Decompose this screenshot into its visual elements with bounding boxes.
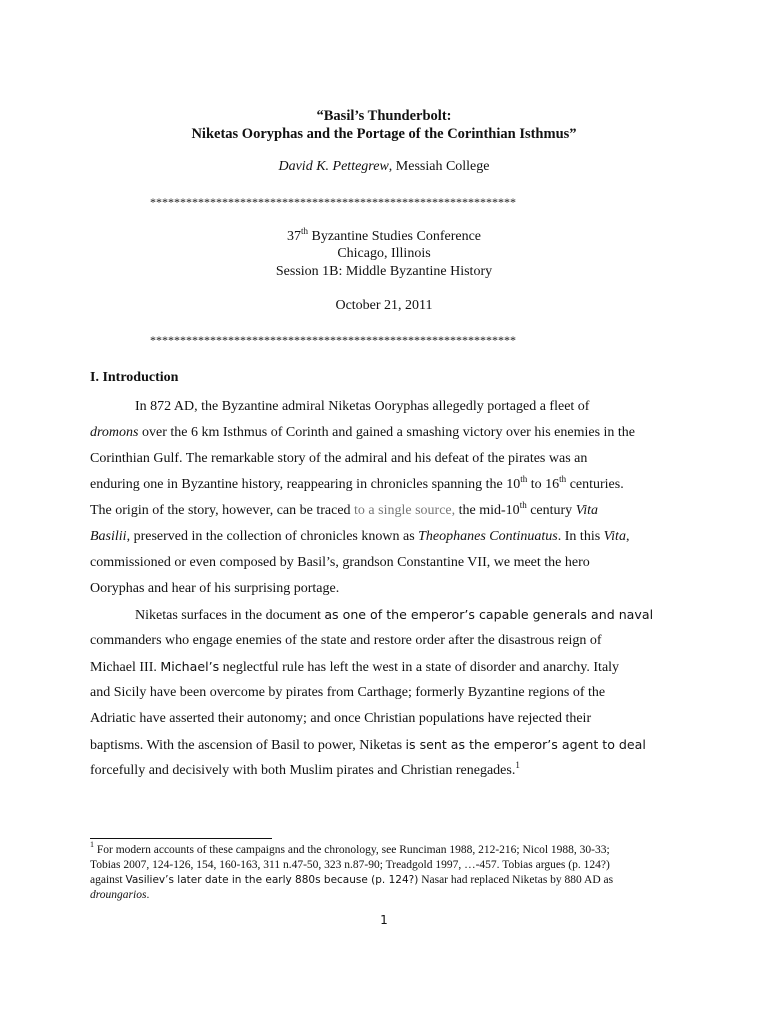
title-line-2: Niketas Ooryphas and the Portage of the Corinthian Isthmus” <box>191 126 577 142</box>
term-vita: Vita <box>603 529 626 544</box>
footnote-marker: 1 <box>90 840 94 849</box>
paragraph-2-line-3 <box>90 659 619 676</box>
author-line <box>0 159 768 175</box>
text-span: baptisms. With the ascension of Basil to power, Niketas <box>90 738 406 753</box>
paragraph-2-line-1 <box>135 607 653 624</box>
footnote-line-3 <box>90 874 613 886</box>
paragraph-1-line-3: Corinthian Gulf. The remarkable story of the admiral and his defeat of the pirates was an <box>90 451 588 466</box>
paragraph-1-line-5 <box>90 500 598 519</box>
footnote-line-2: Tobias 2007, 124-126, 154, 160-163, 311 n.47-50, 323 n.87-90; Treadgold 1997, …-457. Tobias argues (p. 124?) <box>90 859 610 871</box>
text-span: . In this <box>557 529 604 544</box>
text-span: century <box>526 503 576 518</box>
sans-text: Vasiliev’s later date in the early 880s because (p. 124?) <box>125 874 419 886</box>
page-number: 1 <box>380 913 388 927</box>
conference-number: 37 <box>286 229 301 244</box>
author-affiliation: , Messiah College <box>388 159 490 174</box>
sans-text: Michael’s <box>160 659 220 674</box>
text-span: , preserved in the collection of chronicles known as <box>126 529 419 544</box>
paragraph-2-line-6 <box>90 737 646 754</box>
conference-name: Byzantine Studies Conference <box>308 229 482 244</box>
conference-date: October 21, 2011 <box>335 298 433 313</box>
term-vita: Vita <box>575 503 598 518</box>
footnote-rule <box>90 838 272 839</box>
sans-text: as one of the emperor’s capable generals and naval <box>324 607 654 622</box>
conference-line <box>0 226 768 245</box>
section-heading: I. Introduction <box>90 370 179 385</box>
sans-text: is sent as the emperor’s agent to deal <box>405 737 646 752</box>
text-span: Michael III. <box>90 660 161 675</box>
conference-number-suffix: th <box>300 226 308 236</box>
author-name: David K. Pettegrew <box>278 159 389 174</box>
separator-bottom: ************************************************************* <box>150 333 516 347</box>
superscript: th <box>520 474 528 484</box>
text-span: enduring one in Byzantine history, reappearing in chronicles spanning the 10 <box>90 477 521 492</box>
text-span: Niketas surfaces in the document <box>135 608 325 623</box>
paragraph-2-line-4: and Sicily have been overcome by pirates from Carthage; formerly Byzantine regions of the <box>90 685 606 700</box>
title-line-1: “Basil’s Thunderbolt: <box>316 108 452 124</box>
footnote-line-4 <box>90 889 149 901</box>
term-theophanes: Theophanes Continuatus <box>418 529 558 544</box>
footnote-ref[interactable]: 1 <box>515 760 520 770</box>
text-span: , <box>625 529 630 544</box>
text-span: neglectful rule has left the west in a state of disorder and anarchy. Italy <box>219 660 620 675</box>
conference-location: Chicago, Illinois <box>337 246 431 261</box>
superscript: th <box>519 500 527 510</box>
separator-top: ************************************************************* <box>150 195 516 209</box>
text-span: Nasar had replaced Niketas by 880 AD as <box>418 874 614 886</box>
text-span: against <box>90 874 126 886</box>
term-dromons: dromons <box>90 425 139 440</box>
highlighted-text: to a single source, <box>354 503 456 518</box>
text-span: For modern accounts of these campaigns and the chronology, see Runciman 1988, 212-216; Nicol 1988, 30-33; <box>94 844 610 856</box>
paragraph-2-line-2: commanders who engage enemies of the state and restore order after the disastrous reign of <box>90 633 602 648</box>
paragraph-1-line-2 <box>90 425 635 441</box>
text-span: the mid-10 <box>455 503 520 518</box>
text-span: . <box>146 889 150 901</box>
text-span: The origin of the story, however, can be traced <box>90 503 355 518</box>
paragraph-2-line-7 <box>90 760 520 779</box>
paragraph-1-line-8: Ooryphas and hear of his surprising portage. <box>90 581 340 596</box>
footnote-line-1 <box>90 840 610 856</box>
text-span: centuries. <box>566 477 624 492</box>
text-span: to 16 <box>527 477 560 492</box>
paragraph-1-line-7: commissioned or even composed by Basil’s, grandson Constantine VII, we meet the hero <box>90 555 590 570</box>
paragraph-1-line-6 <box>90 529 629 545</box>
text-span: over the 6 km Isthmus of Corinth and gained a smashing victory over his enemies in the <box>138 425 636 440</box>
paragraph-1-line-4 <box>90 474 624 493</box>
term-basilii: Basilii <box>90 529 127 544</box>
paragraph-2-line-5: Adriatic have asserted their autonomy; and once Christian populations have rejected their <box>90 711 592 726</box>
text-span: forcefully and decisively with both Muslim pirates and Christian renegades. <box>90 763 516 778</box>
conference-session: Session 1B: Middle Byzantine History <box>275 264 493 279</box>
paragraph-1-line-1: In 872 AD, the Byzantine admiral Niketas Ooryphas allegedly portaged a fleet of <box>135 399 590 414</box>
term-droungarios: droungarios <box>90 889 147 901</box>
superscript: th <box>559 474 567 484</box>
